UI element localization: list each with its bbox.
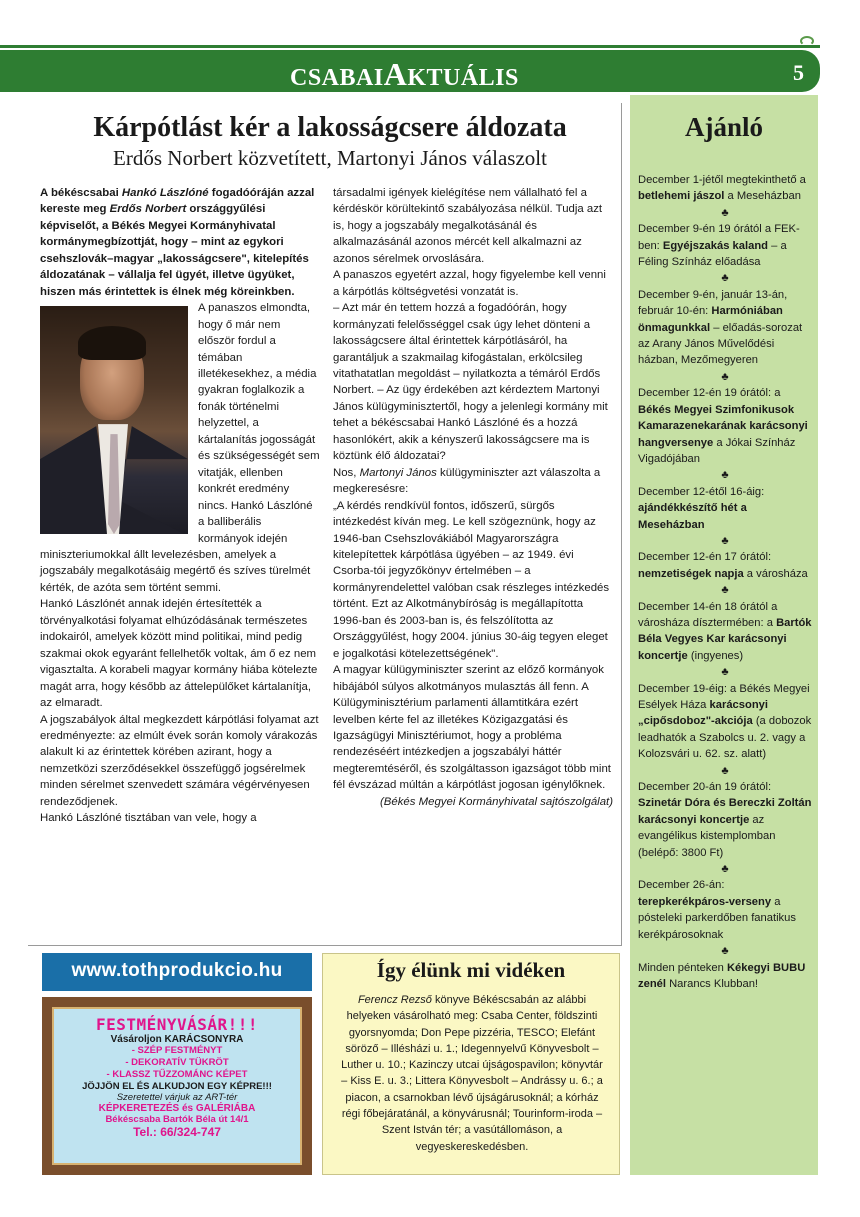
festmeny-ad-inner: [52, 1007, 302, 1165]
article-paragraph: – Azt már én tettem hozzá a fogadóórán, hogy kormányzati felelősséggel csak úgy lehet dönteni a lakosságcsere által érintettek kárpótlásáról, ha garantáljuk a szakmailag kifogástalan, erkölcsileg vitathatatlan megoldást – nyilatkozta a témáról Erdős Norbert. – Az ügy érdekében azt kérdeztem Martonyi János külügyminisztertől, hogy a jelenlegi kormány mit tehet a békéscsabai Hankó Lászlóné és a hozzá hasonlókért, akik a kényszerű lakosságcsere ma is köztünk élő áldozatai?: [333, 302, 608, 463]
event-detail: az evangélikus kistemplomban (belépő: 3800 Ft): [638, 813, 776, 859]
ad-address: Békéscsaba Bartók Béla út 14/1: [105, 1114, 249, 1125]
event-date: December 26-án:: [638, 879, 725, 892]
page-number: 5: [793, 60, 804, 85]
event-detail: (ingyenes): [687, 649, 744, 662]
club-separator-icon: ♣: [721, 863, 729, 876]
article-paragraph: A panaszos elmondta, hogy ő már nem először fordul a témában illetékesekhez, a média gyakran foglalkozik a fonák történelmi helyzettel, a kártalanítás jogosságát és szükségességét sem vitatják, ellenben konkrét eredmény nincs. Hankó Lászlóné a balliberális kormányok idején miniszteriumokkal állt levelezésben, amelyek a jogszabály megalkotásáig megértő és szíves türelmét kérték, de azóta sem történt semmi.: [40, 302, 320, 594]
masthead-part3: KTUÁLIS: [407, 65, 519, 91]
ad-line: Vásároljon KARÁCSONYRA: [110, 1034, 244, 1045]
ad-line: KÉPKERETEZÉS és GALÉRIÁBA: [98, 1103, 256, 1114]
text-answered: külügyminiszter azt válaszolta a megkeresésre:: [333, 466, 601, 496]
masthead-part2: A: [383, 56, 408, 92]
event-item: [638, 484, 812, 533]
lead-text-b: fogadóóráján azzal kereste meg: [40, 187, 315, 216]
article-paragraph: A jogszabályok által megkezdett kárpótlási folyamat azt eredményezte: az elmúlt évek során komoly várakozás alakult ki az érintettek körében azirant, hogy a nemzetközi szerződésekkel összefüggő jogsérelmek minden sérelmet szenvedett számára végérvényesen rendeződjenek.: [40, 713, 319, 808]
event-date: December 20-án 19 órától:: [638, 781, 772, 794]
event-item: [638, 221, 812, 270]
club-separator-icon: ♣: [721, 534, 729, 547]
event-item: [638, 172, 812, 205]
article-column-1: [40, 185, 320, 827]
minister-name: Martonyi János: [359, 466, 437, 479]
lead-text-c: országgyűlési képviselőt, a Békés Megyei Kormányhivatal kormánymegbízottját, hogy – mint az egykori csehszlovák–magyar „lakosságcsere", kitelepítés áldozatának – vállalja fel ügyét, illetve ügyüket, hiszen más érintettek is élnek még köreinkben.: [40, 203, 309, 298]
ad-line: Szeretettel várjuk az ART-tér: [116, 1092, 238, 1103]
event-date: December 9-én, január 13-án, február 10-én:: [638, 288, 788, 318]
event-name: ajándékkészítő hét a Meseházban: [638, 502, 747, 531]
event-item: [638, 877, 812, 943]
photo-hair: [78, 326, 146, 360]
event-item: [638, 599, 812, 665]
event-item: [638, 287, 812, 369]
article-paragraph: A panaszos egyetért azzal, hogy figyelembe kell venni a kárpótlás költségvetési vonzatát is.: [333, 269, 606, 298]
article-source: (Békés Megyei Kormányhivatal sajtószolgálat): [380, 795, 613, 808]
club-separator-icon: ♣: [721, 370, 729, 383]
article-title: Kárpótlást kér a lakosságcsere áldozata: [93, 112, 567, 143]
ad-line: - SZÉP FESTMÉNYT: [131, 1045, 223, 1056]
event-detail: – a Féling Színház előadása: [638, 239, 787, 269]
ad-line: JÖJJÖN EL ÉS ALKUDJON EGY KÉPRE!!!: [82, 1081, 272, 1092]
club-separator-icon: ♣: [721, 764, 729, 777]
ad-line: - DEKORATÍV TÜKRÖT: [125, 1057, 229, 1068]
book-box-title: Így élünk mi vidéken: [376, 958, 566, 982]
article-paragraph: Hankó Lászlónét annak idején értesítették a törvényalkotási folyamat elhúzódásának természetes indokairól, amelyek között mind politikai, mind pedig szakmai okok egyaránt fellelhetők voltak, ám ő ez nem vigasztalta. A korabeli magyar kormány hiába kötelezte magát arra, hogy később az áttelepülőket kártalanítja, az elmaradt.: [40, 598, 318, 710]
club-separator-icon: ♣: [721, 469, 729, 482]
lead-text-a: A békéscsabai: [40, 187, 122, 199]
event-detail: a Meseházban: [724, 190, 801, 203]
event-item: [638, 681, 812, 763]
event-detail: Narancs Klubban!: [665, 977, 759, 990]
ad-line: - KLASSZ TŰZZOMÁNC KÉPET: [106, 1069, 248, 1080]
event-detail: (a dobozok leadhatók a Szabolcs u. 2. vagy a Kolozsvári u. 62. sz. alatt): [638, 715, 812, 761]
article-paragraph: társadalmi igények kielégítése nem vállalható fel a kérdéskör körültekintő szabályozása nélkül. Tudja azt is, hogy a jogszabály megalkotásánál és alkalmazásánál azonos mércét kell alkalmazni az azonos sérelmek orvoslására.: [333, 187, 603, 265]
article-paragraph: A magyar külügyminiszter szerint az előző kormányok hibájából súlyos alkotmányos mulasztás áll fenn. A Külügyminisztérium parlamenti államtitkára ezért levelben kérte fel az illetékes Közigazgatási és Igazságügyi Minisztériumot, hogy a probléma rendezéséért intézkedjen a jogszabályi háttér megteremtéséről, és szolgáltasson igazságot több mint fél évszázad múltán a kárpótlást jogosan igénylőknek.: [333, 664, 611, 792]
masthead: [290, 56, 519, 93]
festmeny-title: FESTMÉNYVÁSÁR!!!: [95, 1015, 259, 1034]
event-detail: – előadás-sorozat az Arany János Művelődési házban, Mezőmegyeren: [638, 321, 803, 367]
event-date: December 1-jétől megtekinthető a: [638, 174, 806, 186]
url-banner-text: www.tothprodukcio.hu: [71, 960, 283, 981]
book-author: Ferencz Rezső: [357, 994, 432, 1006]
event-date: December 14-én 18 órától a városháza dísztermében: a: [638, 600, 778, 629]
event-item: [638, 385, 812, 467]
event-date: December 9-én 19 órától a FEK-ben:: [638, 223, 800, 252]
event-item: [638, 960, 812, 993]
event-date: December 12-én 19 órától: a: [638, 387, 781, 400]
event-name: karácsonyi „cipősdoboz"-akciója: [638, 699, 768, 728]
event-item: [638, 549, 812, 582]
club-separator-icon: ♣: [721, 666, 729, 679]
event-name: betlehemi jászol: [638, 190, 725, 203]
event-detail: a pósteleki parkerdőben fanatikus kerékpárosoknak: [638, 895, 796, 941]
event-name: Bartók Béla Vegyes Kar karácsonyi koncertje: [638, 616, 812, 662]
event-date: December 19-éig: a Békés Megyei Esélyek Háza: [638, 682, 810, 711]
event-detail: a városháza: [743, 567, 808, 580]
club-separator-icon: ♣: [721, 206, 729, 219]
club-separator-icon: ♣: [721, 584, 729, 597]
event-name: terepkerékpáros-verseny: [638, 895, 772, 908]
lead-name-1: Hankó Lászlóné: [121, 187, 209, 199]
event-name: Békés Megyei Szimfonikusok Kamarazenekarának karácsonyi hangversenye: [638, 403, 808, 449]
article-subtitle: Erdős Norbert közvetített, Martonyi János válaszolt: [113, 146, 547, 170]
event-name: Egyéjszakás kaland: [662, 239, 768, 252]
event-list: [638, 172, 812, 992]
event-name: Szinetár Dóra és Bereczki Zoltán karácsonyi koncertje: [638, 797, 812, 826]
festmeny-ad: [42, 997, 312, 1175]
club-separator-icon: ♣: [721, 945, 729, 958]
event-detail: a Jókai Színház Vigadójában: [638, 436, 796, 465]
event-date: December 12-étől 16-áig:: [638, 485, 765, 498]
portrait-photo: [40, 306, 188, 534]
book-box-text: [338, 992, 606, 1155]
text-nos: Nos,: [333, 466, 360, 479]
ad-phone: Tel.: 66/324-747: [133, 1125, 221, 1139]
sidebar-title: Ajánló: [684, 112, 763, 142]
event-item: [638, 779, 812, 861]
article-paragraph: Hankó Lászlóné tisztában van vele, hogy a: [40, 812, 257, 825]
book-locations: könyve Békéscsabán az alábbi helyeken vásárolható meg: Csaba Center, földszinti gyorsnyomda; Don Pepe pizzéria, TESCO; Elefánt söröző – Illésházi u. 1.; Idegennyelvű Könyvesbolt – Luther u. 10.; Kazinczy utcai újságospavilon; könyvtár – Kiss E. u. 3.; Littera Könyvesbolt – Andrássy u. 6.; a piacon, a csarnokban lévő újságárusoknál; a kórház régi főbejáratánál, a könyvárusnál; Tourinform-iroda – Szent István tér; a vasútállomáson, a vegyeskereskedésben.: [341, 994, 603, 1153]
club-separator-icon: ♣: [721, 272, 729, 285]
header-top-line: [0, 45, 820, 48]
event-date: Minden pénteken: [638, 961, 727, 974]
event-name: Harmóniában önmagunkkal: [638, 305, 783, 334]
article-column-2: [333, 185, 613, 810]
event-date: December 12-én 17 órától:: [638, 551, 772, 564]
article-lead: [40, 185, 320, 300]
article-quote: „A kérdés rendkívül fontos, időszerű, sürgős intézkedést kíván meg. Le kell szögeznünk, hogy az 1946-ban Csehszlovákiából Magyarországra kitelepítettek kárpótlása ügyében – az 1949. évi Csorba-tói jegyzőkönyv értelmében – a kormányrendelettel valóban csak részleges intézkedés történt. Ezt az Alkotmánybíróság is megállapította 1996-ban és 2003-ban is, és felszólította az Országgyűlést, hogy 2004. június 30-áig tegyen eleget e jogalkotási kötelezettségének".: [333, 499, 610, 660]
masthead-part1: CSABAI: [290, 65, 384, 91]
swirl-ornament-icon: [800, 36, 814, 46]
lead-name-2: Erdős Norbert: [109, 203, 187, 216]
event-name: Kékegyi BUBU zenél: [638, 961, 806, 990]
url-banner-ad[interactable]: [42, 953, 312, 991]
event-name: nemzetiségek napja: [638, 567, 744, 580]
article-paragraph: [333, 465, 613, 498]
